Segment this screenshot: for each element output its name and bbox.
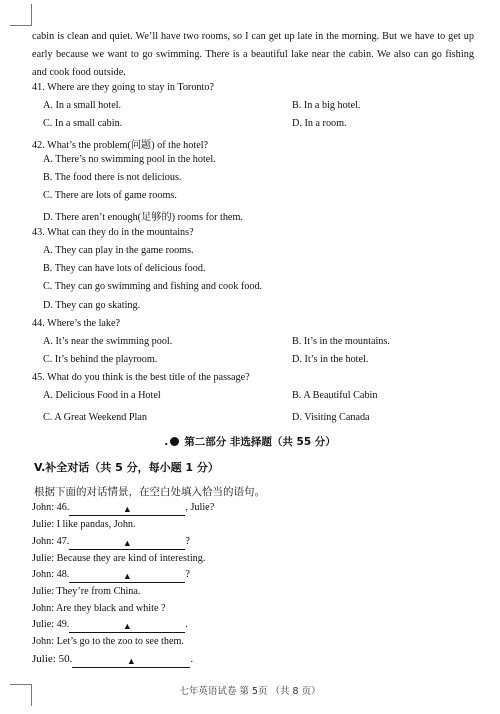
- dialogue-prefix: John: 48.: [32, 569, 70, 580]
- triangle-marker-icon: ▲: [122, 621, 132, 631]
- question-42-stem: 42. What’s the problem(问题) of the hotel?: [32, 140, 209, 151]
- question-41-option-c: C. In a small cabin.: [43, 118, 123, 129]
- dialogue-line-47: [32, 536, 190, 550]
- triangle-marker-icon: ▲: [122, 538, 132, 548]
- dialogue-line-48: [32, 569, 190, 583]
- question-42-option-c: C. There are lots of game rooms.: [43, 190, 177, 201]
- section-heading: [0, 434, 500, 449]
- dialogue-line-46: [32, 502, 214, 516]
- dialogue-suffix: ?: [185, 536, 190, 547]
- answer-blank-49[interactable]: [69, 620, 185, 633]
- question-44-option-a: A. It’s near the swimming pool.: [43, 336, 173, 347]
- question-44-option-c: C. It’s behind the playroom.: [43, 354, 158, 365]
- passage-continuation: cabin is clean and quiet. We’ll have two rooms, so I can get up late in the morning. But we have to get up early because we want to go swimming. There is a beautiful lake near the cabin. We also can go fishing and cook food outside.: [32, 31, 474, 78]
- question-44-option-b: B. It’s in the mountains.: [292, 336, 390, 347]
- dialogue-suffix: , Julie?: [185, 502, 215, 513]
- question-45-stem: 45. What do you think is the best title of the passage?: [32, 372, 250, 383]
- question-41-option-a: A. In a small hotel.: [43, 100, 122, 111]
- subsection-instruction: 根据下面的对话情景，在空白处填入恰当的语句。: [34, 486, 265, 498]
- triangle-marker-icon: ▲: [122, 571, 132, 581]
- question-44-option-d: D. It’s in the hotel.: [292, 354, 369, 365]
- question-45-option-b: B. A Beautiful Cabin: [292, 390, 378, 401]
- page-footer: 七年英语试卷 第 5页 （共 8 页）: [179, 686, 321, 697]
- answer-blank-48[interactable]: [69, 570, 185, 583]
- subsection-title: V.补全对话（共 5 分，每小题 1 分）: [34, 461, 219, 474]
- dialogue-suffix: .: [185, 619, 188, 630]
- answer-blank-50[interactable]: [72, 655, 190, 668]
- question-41-option-b: B. In a big hotel.: [292, 100, 361, 111]
- dialogue-line: John: Let’s go to the zoo to see them.: [32, 636, 184, 647]
- dialogue-line: John: Are they black and white ?: [32, 603, 166, 614]
- dialogue-suffix: .: [190, 653, 194, 665]
- dialogue-prefix: Julie: 49.: [32, 619, 70, 630]
- question-43-option-a: A. They can play in the game rooms.: [43, 245, 194, 256]
- question-45-option-c: C. A Great Weekend Plan: [43, 412, 147, 423]
- dialogue-suffix: ?: [185, 569, 190, 580]
- crop-mark-top-v: [31, 4, 32, 26]
- question-45-option-a: A. Delicious Food in a Hotel: [43, 390, 161, 401]
- dialogue-prefix: Julie: 50.: [32, 653, 73, 665]
- question-43-option-c: C. They can go swimming and fishing and cook food.: [43, 281, 263, 292]
- question-45-option-d: D. Visiting Canada: [292, 412, 370, 423]
- question-43-option-b: B. They can have lots of delicious food.: [43, 263, 206, 274]
- crop-mark-top-h: [10, 25, 32, 26]
- answer-blank-47[interactable]: [69, 537, 185, 550]
- triangle-marker-icon: ▲: [122, 504, 132, 514]
- bullet-icon: [170, 437, 179, 446]
- dialogue-line-50: [32, 653, 193, 668]
- question-41-option-d: D. In a room.: [292, 118, 347, 129]
- question-42-option-a: A. There’s no swimming pool in the hotel.: [43, 154, 216, 165]
- dialogue-line-49: [32, 619, 188, 633]
- question-42-option-b: B. The food there is not delicious.: [43, 172, 182, 183]
- question-43-stem: 43. What can they do in the mountains?: [32, 227, 194, 238]
- question-44-stem: 44. Where’s the lake?: [32, 318, 121, 329]
- answer-blank-46[interactable]: [69, 503, 185, 516]
- question-43-option-d: D. They can go skating.: [43, 300, 141, 311]
- dialogue-line: Julie: They’re from China.: [32, 586, 141, 597]
- dialogue-prefix: John: 47.: [32, 536, 70, 547]
- question-42-option-d: D. There aren’t enough(足够的) rooms for them.: [43, 212, 243, 223]
- dialogue-line: Julie: I like pandas, John.: [32, 519, 136, 530]
- dialogue-prefix: John: 46.: [32, 502, 70, 513]
- section-title: 第二部分 非选择题（共 55 分）: [184, 436, 336, 448]
- question-41-stem: 41. Where are they going to stay in Toronto?: [32, 82, 214, 93]
- triangle-marker-icon: ▲: [126, 656, 136, 666]
- dialogue-line: Julie: Because they are kind of interesting.: [32, 553, 206, 564]
- section-lead-mark: .: [164, 436, 169, 448]
